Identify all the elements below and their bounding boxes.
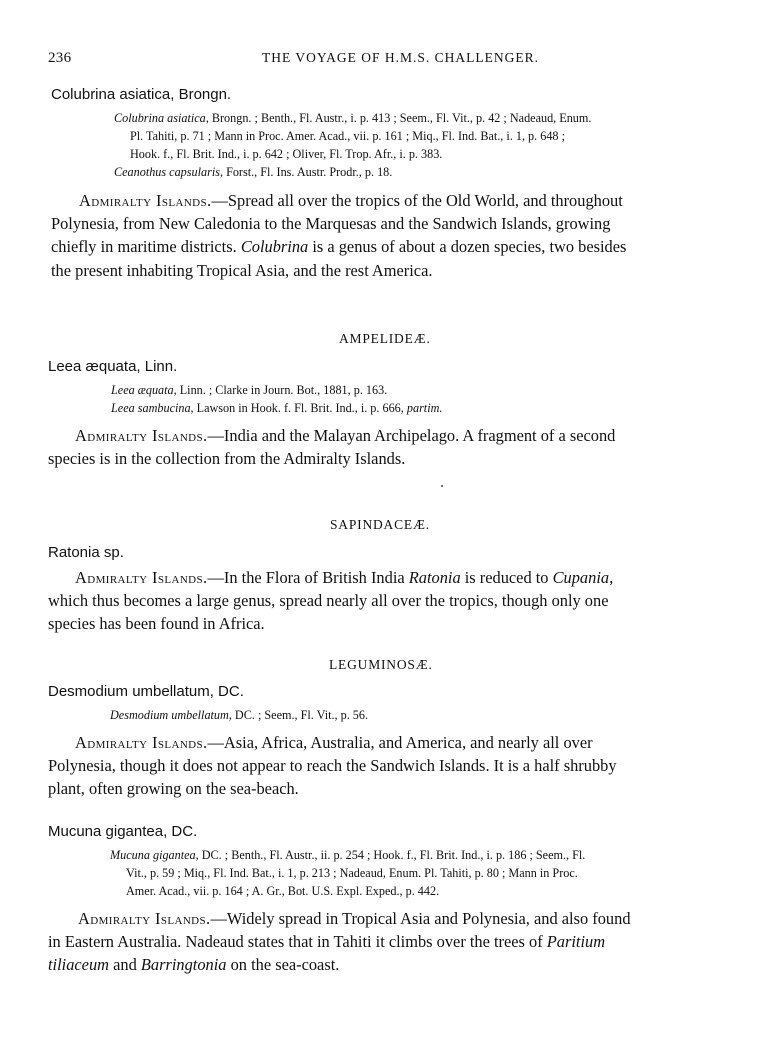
locality-paragraph: Admiralty Islands.—In the Flora of British India Ratonia is reduced to Cupania, which thus becomes a large genus, spread nearly all over the tropics, though only one species has been found in Africa. bbox=[48, 568, 614, 634]
family-heading: SAPINDACEÆ. bbox=[330, 517, 430, 532]
species-name: Desmodium umbellatum, DC. bbox=[48, 683, 244, 700]
synonym-line: Amer. Acad., vii. p. 164 ; A. Gr., Bot. U.S. Expl. Exped., p. 442. bbox=[126, 884, 440, 898]
locality-label: Admiralty Islands. bbox=[75, 568, 208, 587]
synonym-line: Colubrina asiatica, Brongn. ; Benth., Fl. Austr., i. p. 413 ; Seem., Fl. Vit., p. 42 ; Nadeaud, Enum. bbox=[114, 111, 592, 125]
locality-label: Admiralty Islands. bbox=[75, 426, 208, 445]
synonym-line: Vit., p. 59 ; Miq., Fl. Ind. Bat., i. 1, p. 213 ; Nadeaud, Enum. Pl. Tahiti, p. 80 ; Mann in Proc. bbox=[126, 866, 578, 880]
synonymy-block bbox=[111, 381, 442, 417]
running-title: THE VOYAGE OF H.M.S. CHALLENGER. bbox=[262, 50, 540, 65]
locality-paragraph: Admiralty Islands.—Asia, Africa, Australia, and America, and nearly all over Polynesia, though it does not appear to reach the Sandwich Islands. It is a half shrubby plant, often growing on the sea-beach. bbox=[48, 733, 617, 799]
synonym-line: Leea sambucina, Lawson in Hook. f. Fl. Brit. Ind., i. p. 666, partim. bbox=[111, 401, 443, 415]
locality-label: Admiralty Islands. bbox=[78, 909, 211, 928]
locality-label: Admiralty Islands. bbox=[79, 191, 212, 210]
page-number: 236 bbox=[48, 50, 72, 66]
family-heading: LEGUMINOSÆ. bbox=[329, 657, 433, 672]
locality-label: Admiralty Islands. bbox=[75, 733, 208, 752]
species-name: Leea æquata, Linn. bbox=[48, 358, 178, 375]
family-heading: AMPELIDEÆ. bbox=[339, 331, 431, 346]
synonymy-block bbox=[110, 846, 585, 900]
stray-mark bbox=[441, 485, 443, 487]
species-name: Mucuna gigantea, DC. bbox=[48, 823, 198, 840]
locality-paragraph: Admiralty Islands.—India and the Malayan Archipelago. A fragment of a second species is in the collection from the Admiralty Islands. bbox=[48, 426, 616, 469]
synonym-line: Ceanothus capsularis, Forst., Fl. Ins. Austr. Prodr., p. 18. bbox=[114, 165, 393, 179]
locality-paragraph: Admiralty Islands.—Spread all over the tropics of the Old World, and throughout Polynesia, from New Caledonia to the Marquesas and the Sandwich Islands, growing chiefly in maritime districts. Colubrina is a genus of about a dozen species, two besides the present inhabiting Tropical Asia, and the rest America. bbox=[51, 191, 627, 280]
locality-paragraph: Admiralty Islands.—Widely spread in Tropical Asia and Polynesia, and also found in Eastern Australia. Nadeaud states that in Tahiti it climbs over the trees of Paritium tiliaceum and Barringtonia on the sea-coast. bbox=[48, 909, 631, 975]
synonym-line: Mucuna gigantea, DC. ; Benth., Fl. Austr., ii. p. 254 ; Hook. f., Fl. Brit. Ind., i. p. 186 ; Seem., Fl. bbox=[110, 848, 586, 862]
synonym-line: Pl. Tahiti, p. 71 ; Mann in Proc. Amer. Acad., vii. p. 161 ; Miq., Fl. Ind. Bat., i. 1, p. 648 ; bbox=[130, 129, 565, 143]
synonym-line: Desmodium umbellatum, DC. ; Seem., Fl. Vit., p. 56. bbox=[110, 708, 369, 722]
synonym-line: Hook. f., Fl. Brit. Ind., i. p. 642 ; Oliver, Fl. Trop. Afr., i. p. 383. bbox=[130, 147, 443, 161]
synonym-line: Leea æquata, Linn. ; Clarke in Journ. Bot., 1881, p. 163. bbox=[111, 383, 388, 397]
species-name: Colubrina asiatica, Brongn. bbox=[51, 86, 232, 103]
species-name: Ratonia sp. bbox=[48, 544, 124, 561]
synonymy-block bbox=[114, 109, 591, 181]
synonymy-block bbox=[110, 706, 368, 724]
